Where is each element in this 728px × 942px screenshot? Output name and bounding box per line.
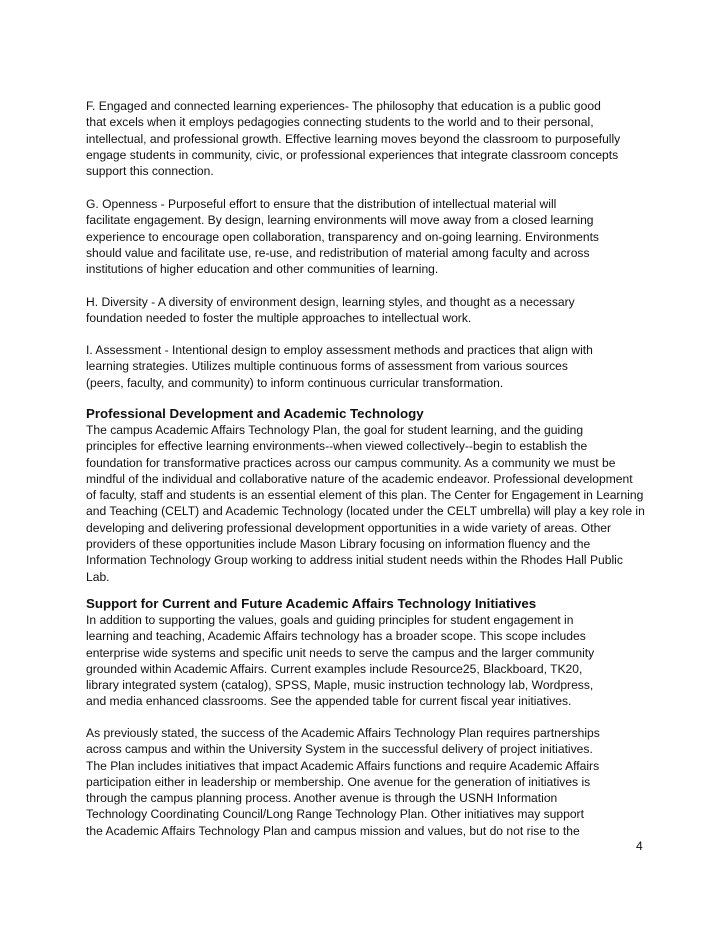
paragraph-line: of faculty, staff and students is an essential element of this plan. The Center for Engagement in Learning: [86, 488, 644, 503]
paragraph-line: and media enhanced classrooms. See the appended table for current fiscal year initiatives.: [86, 694, 572, 709]
paragraph-line: support this connection.: [86, 164, 214, 179]
paragraph-line: principles for effective learning environments--when viewed collectively--begin to establish the: [86, 439, 588, 454]
paragraph-line: participation either in leadership or membership. One avenue for the generation of initiatives is: [86, 774, 591, 789]
paragraph-line: experience to encourage open collaboration, transparency and on-going learning. Environments: [86, 229, 599, 244]
paragraph-line: providers of these opportunities include Mason Library focusing on information fluency and the: [86, 537, 591, 552]
paragraph-line: learning and teaching, Academic Affairs technology has a broader scope. This scope includes: [86, 629, 586, 644]
paragraph-line: grounded within Academic Affairs. Current examples include Resource25, Blackboard, TK20,: [86, 661, 583, 676]
professional-development-heading: Professional Development and Academic Technology: [86, 406, 424, 421]
principle-g-paragraph: [86, 196, 686, 277]
paragraph-line: institutions of higher education and other communities of learning.: [86, 262, 439, 277]
paragraph-line: Information Technology Group working to address initial student needs within the Rhodes Hall Public: [86, 553, 623, 568]
paragraph-line: The campus Academic Affairs Technology Plan, the goal for student learning, and the guiding: [86, 423, 584, 437]
support-initiatives-heading: Support for Current and Future Academic Affairs Technology Initiatives: [86, 596, 537, 611]
paragraph-line: Lab.: [86, 569, 110, 584]
paragraph-line: learning strategies. Utilizes multiple continuous forms of assessment from various sources: [86, 359, 568, 374]
paragraph-line: through the campus planning process. Another avenue is through the USNH Information: [86, 791, 558, 806]
paragraph-line: (peers, faculty, and community) to inform continuous curricular transformation.: [86, 375, 504, 390]
paragraph-line: I. Assessment - Intentional design to employ assessment methods and practices that align with: [86, 343, 593, 357]
paragraph-line: H. Diversity - A diversity of environment design, learning styles, and thought as a necessary: [86, 295, 575, 309]
paragraph-line: that excels when it employs pedagogies connecting students to the world and to their personal,: [86, 115, 594, 130]
paragraph-line: G. Openness - Purposeful effort to ensure that the distribution of intellectual material will: [86, 197, 557, 211]
paragraph-line: the Academic Affairs Technology Plan and campus mission and values, but do not rise to the: [86, 823, 580, 838]
partnerships-paragraph: [86, 725, 686, 839]
paragraph-line: and Teaching (CELT) and Academic Technology (located under the CELT umbrella) will play a key role in: [86, 504, 645, 519]
paragraph-line: foundation for transformative practices across our campus community. As a community we must be: [86, 455, 616, 470]
paragraph-line: As previously stated, the success of the Academic Affairs Technology Plan requires partnerships: [86, 726, 600, 740]
paragraph-line: intellectual, and professional growth. Effective learning moves beyond the classroom to purposefully: [86, 131, 621, 146]
paragraph-line: mindful of the individual and collaborative nature of the academic endeavor. Professional development: [86, 471, 633, 486]
professional-development-paragraph: [86, 422, 686, 585]
principle-h-paragraph: [86, 294, 686, 327]
paragraph-line: In addition to supporting the values, goals and guiding principles for student engagement in: [86, 613, 574, 627]
paragraph-line: engage students in community, civic, or professional experiences that integrate classroom concepts: [86, 147, 619, 162]
paragraph-line: facilitate engagement. By design, learning environments will move away from a closed learning: [86, 213, 594, 228]
support-initiatives-paragraph: [86, 612, 686, 710]
page-number: 4: [636, 839, 643, 853]
paragraph-line: across campus and within the University System in the successful delivery of project initiatives.: [86, 742, 593, 757]
paragraph-line: Technology Coordinating Council/Long Range Technology Plan. Other initiatives may support: [86, 807, 584, 822]
paragraph-line: should value and facilitate use, re-use, and redistribution of material among faculty and across: [86, 245, 590, 260]
principle-i-paragraph: [86, 342, 686, 391]
paragraph-line: The Plan includes initiatives that impact Academic Affairs functions and require Academic Affairs: [86, 758, 600, 773]
paragraph-line: enterprise wide systems and specific unit needs to serve the campus and the larger community: [86, 645, 595, 660]
paragraph-line: foundation needed to foster the multiple approaches to intellectual work.: [86, 311, 472, 326]
paragraph-line: developing and delivering professional development opportunities in a wide variety of areas. Other: [86, 520, 612, 535]
paragraph-line: library integrated system (catalog), SPSS, Maple, music instruction technology lab, Wordpress,: [86, 678, 594, 693]
principle-f-paragraph: [86, 98, 686, 179]
paragraph-line: F. Engaged and connected learning experiences- The philosophy that education is a public good: [86, 99, 601, 113]
